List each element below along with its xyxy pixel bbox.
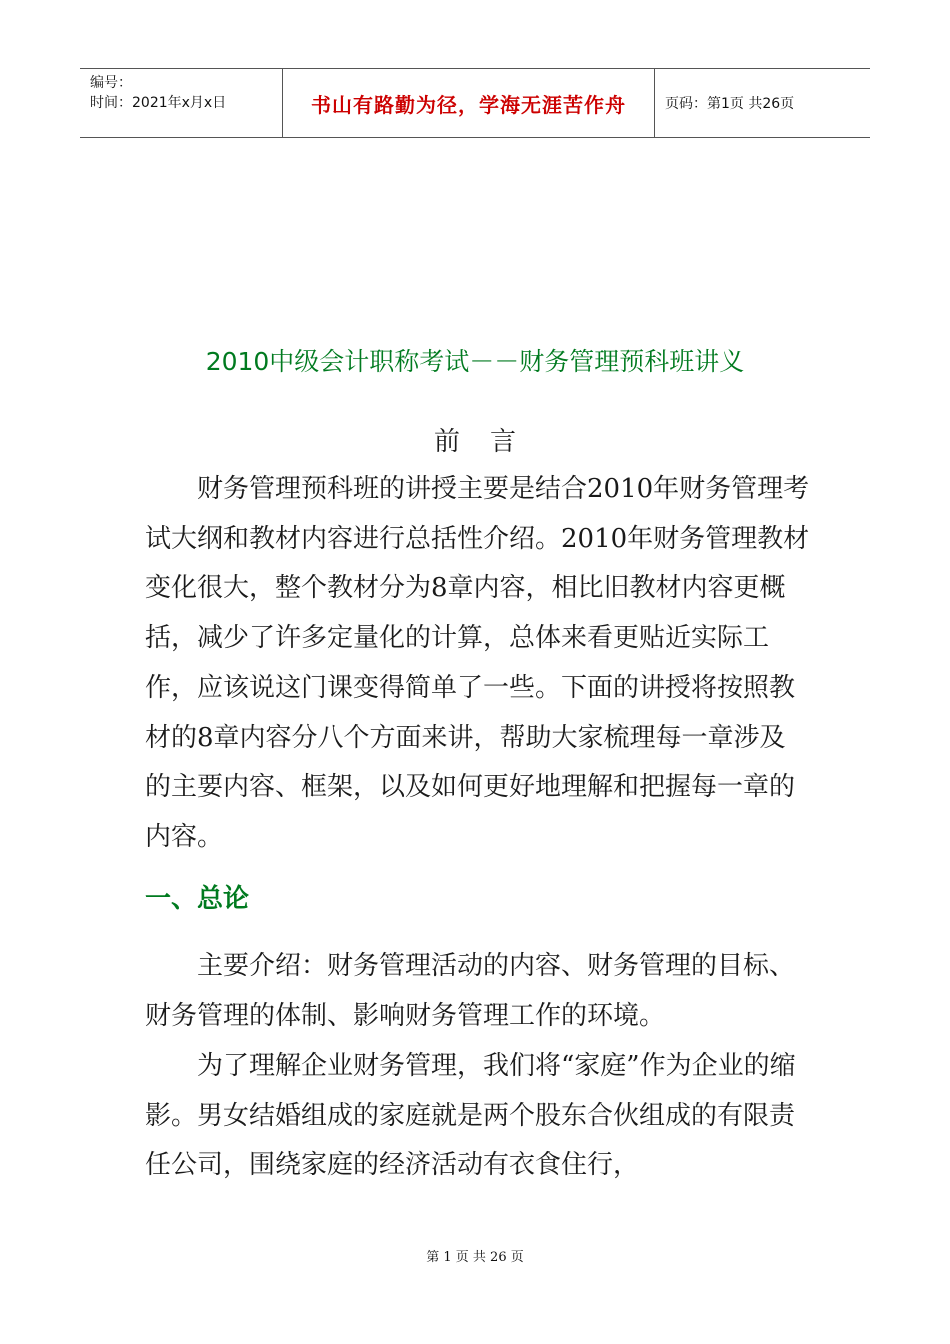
header-page-info: 页码：第1页 共26页 [665,96,795,112]
header-motto: 书山有路勤为径，学海无涯苦作舟 [282,69,655,137]
header-meta-cell [80,69,282,137]
number-label: 编号： [90,75,132,91]
page-footer: 第 1 页 共 26 页 [426,1250,524,1265]
document-title: 2010中级会计职称考试－－财务管理预科班讲义 [205,347,745,376]
preface-heading: 前言 [433,427,546,457]
section-heading-general: 一、总论 [145,884,250,914]
time-label: 时间：2021年x月x日 [90,95,227,111]
section-paragraph-family: 为了理解企业财务管理，我们将“家庭”作为企业的缩影。男女结婚组成的家庭就是两个股东合伙组成的有限责任公司，围绕家庭的经济活动有衣食住行， [145,1051,796,1181]
section-paragraph-intro: 主要介绍：财务管理活动的内容、财务管理的目标、财务管理的体制、影响财务管理工作的环境。 [145,951,796,1031]
page-header [80,68,870,138]
preface-paragraph: 财务管理预科班的讲授主要是结合2010年财务管理考试大纲和教材内容进行总括性介绍。2010年财务管理教材变化很大，整个教材分为8章内容，相比旧教材内容更概括，减少了许多定量化的计算，总体来看更贴近实际工作，应该说这门课变得简单了一些。下面的讲授将按照教材的8章内容分八个方面来讲，帮助大家梳理每一章涉及的主要内容、框架，以及如何更好地理解和把握每一章的内容。 [145,474,810,852]
